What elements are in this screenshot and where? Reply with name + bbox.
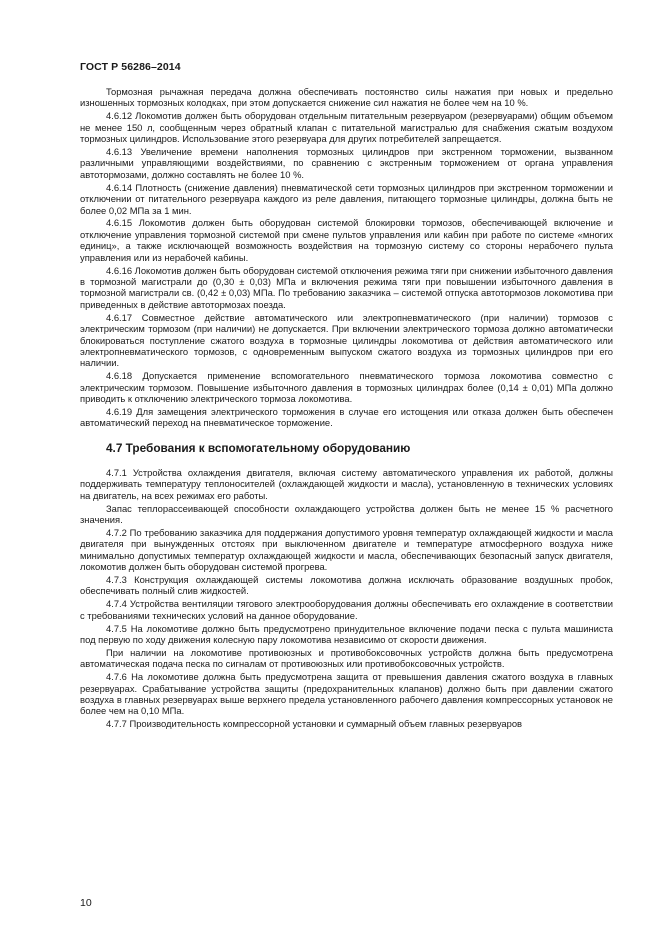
document-body — [80, 86, 613, 731]
document-header: ГОСТ Р 56286–2014 — [80, 61, 181, 73]
paragraph: 4.7.1 Устройства охлаждения двигателя, включая систему автоматического управления их работой, должны поддерживать температуру теплоносителей (охлаждающей жидкости и масла), установленную в технических условиях на двигатель, на всех режимах его работы. — [80, 466, 613, 501]
paragraph: 4.6.18 Допускается применение вспомогательного пневматического тормоза локомотива совместно с электрическим тормозом. Повышение избыточного давления в тормозных цилиндрах более (0,14 ± 0,01) МПа должно приводить к отключению электрического тормоза локомотива. — [80, 370, 613, 405]
paragraph: 4.6.15 Локомотив должен быть оборудован системой блокировки тормозов, обеспечивающей включение и отключение управления тормозной системой при смене пультов управления или кабин при работе по системе «многих единиц», а также исключающей возможность воздействия на тормозную систему со стороны нерабочего пульта управления или из нерабочей кабины. — [80, 217, 613, 263]
paragraph-group-4-6 — [80, 86, 613, 429]
paragraph: 4.6.16 Локомотив должен быть оборудован системой отключения режима тяги при снижении избыточного давления в тормозной магистрали до (0,30 ± 0,03) МПа и включения режима тяги при повышении избыточного давления в тормозной магистрали св. (0,42 ± 0,03) МПа. По требованию заказчика – системой отпуска автотормозов локомотива при приведенных в действие автотормозах поезда. — [80, 264, 613, 310]
paragraph: 4.7.2 По требованию заказчика для поддержания допустимого уровня температур охлаждающей жидкости и масла двигателя при вынужденных отстоях при выключенном двигателе и температуре атмосферного воздуха ниже минимально допустимых температур охлаждающей жидкости и масла, обеспечивающих безопасный запуск двигателя, локомотив должен быть оборудован системой прогрева. — [80, 526, 613, 573]
paragraph-group-4-7 — [80, 467, 613, 730]
paragraph: 4.7.3 Конструкция охлаждающей системы локомотива должна исключать образование воздушных пробок, обеспечивать полный слив жидкостей. — [80, 573, 613, 597]
paragraph: 4.7.6 На локомотиве должна быть предусмотрена защита от превышения давления сжатого воздуха в главных резервуарах. Срабатывание устройства защиты (предохранительных клапанов) должно быть при давлении сжатого воздуха в главных резервуарах выше верхнего предела установленного рабочего давления компрессорных установок не более чем на 0,10 МПа. — [80, 671, 613, 717]
paragraph: 4.6.12 Локомотив должен быть оборудован отдельным питательным резервуаром (резервуарами) общим объемом не менее 150 л, сообщенным через обратный клапан с питательной магистралью для снабжения сжатым воздухом тормозных цилиндров. Использование этого резервуара для других потребителей запрещается. — [80, 110, 613, 145]
paragraph: 4.6.17 Совместное действие автоматического или электропневматического (при наличии) тормозов с электрическим тормозом (при наличии) не допускается. При включении электрического тормоза должно автоматически блокироваться поступление сжатого воздуха в тормозные цилиндры локомотива от действия автоматического или электропневматического тормозов, с одновременным выпуском сжатого воздуха из тормозных цилиндров при его наличии. — [80, 311, 613, 369]
paragraph: 4.7.7 Производительность компрессорной установки и суммарный объем главных резервуаров — [106, 718, 523, 730]
page-number: 10 — [80, 897, 92, 909]
paragraph: 4.6.19 Для замещения электрического торможения в случае его истощения или отказа должен быть обеспечен автоматический переход на пневматическое торможение. — [80, 405, 613, 429]
paragraph: При наличии на локомотиве противоюзных и противобоксовочных устройств должна быть предусмотрена автоматическая подача песка по сигналам от противоюзных или противобоксовочных устройств. — [80, 646, 613, 670]
paragraph: 4.6.13 Увеличение времени наполнения тормозных цилиндров при экстренном торможении, вызванном различными управляющими воздействиями, по сравнению с экстренным торможением от органа управления автотормозами, должно составлять не более 10 %. — [80, 146, 613, 180]
paragraph: 4.7.5 На локомотиве должно быть предусмотрено принудительное включение подачи песка с пульта машиниста под первую по ходу движения колесную пару локомотива независимо от скорости движения. — [80, 622, 613, 645]
paragraph: 4.7.4 Устройства вентиляции тягового электрооборудования должны обеспечивать его охлаждение в соответствии с требованиями технических условий на данное оборудование. — [80, 598, 613, 621]
section-title: 4.7 Требования к вспомогательному оборудованию — [106, 440, 411, 455]
paragraph: Запас теплорассеивающей способности охлаждающего устройства должен быть не менее 15 % расчетного значения. — [80, 502, 613, 525]
paragraph: 4.6.14 Плотность (снижение давления) пневматической сети тормозных цилиндров при экстренном торможении и отключении от питательного резервуара каждого из реле давления, питающего тормозные цилиндры, должна быть не более 0,02 МПа за 1 мин. — [80, 181, 613, 216]
paragraph: Тормозная рычажная передача должна обеспечивать постоянство силы нажатия при новых и предельно изношенных тормозных колодках, при этом допускается снижение сил нажатия не более чем на 10 %. — [80, 86, 613, 109]
